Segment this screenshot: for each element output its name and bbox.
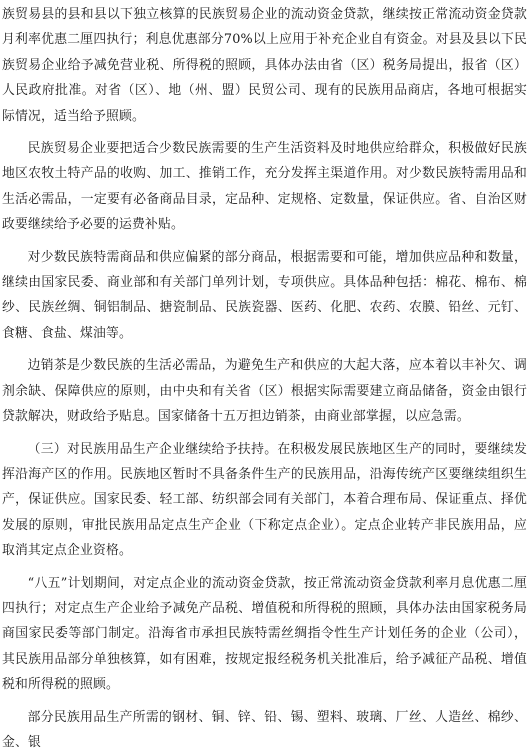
paragraph-7: 部分民族用品生产所需的钢材、铜、锌、铅、锡、塑料、玻璃、厂丝、人造丝、棉纱、金、银	[2, 709, 527, 750]
paragraph-gap	[0, 564, 529, 571]
paragraph-6: “八五”计划期间，对定点企业的流动资金贷款，按正常流动资金贷款利率月息优惠二厘四执行；对定点生产企业给予减免产品税、增值税和所得税的照顾，具体办法由国家税务局商国家民委等部门制定。沿海省市承担民族特需丝绸指令性生产计划任务的企业（公司），其民族用品部分单独核算，如有困难，按规定报经税务机关批准后，给予减征产品税、增值税和所得税的照顾。	[2, 575, 527, 693]
paragraph-4: 边销茶是少数民族的生活必需品，为避免生产和供应的大起大落，应本着以丰补欠、调剂余缺、保障供应的原则，由中央和有关省（区）根据实际需要建立商品储备，资金由银行贷款解决，财政给予贴息。国家储备十五万担边销茶，由商业部掌握，以应急需。	[2, 358, 527, 425]
paragraph-5: （三）对民族用品生产企业继续给予扶持。在积极发展民族地区生产的同时，要继续发挥沿海产区的作用。民族地区暂时不具备条件生产的民族用品，沿海传统产区要继续组织生产，保证供应。国家民委、轻工部、纺织部会同有关部门，本着合理布局、保证重点、择优发展的原则，审批民族用品定点生产企业（下称定点企业）。定点企业转产非民族用品，应取消其定点企业资格。	[2, 441, 527, 559]
paragraph-gap	[0, 346, 529, 353]
paragraph-3: 对少数民族特需商品和供应偏紧的部分商品，根据需要和可能，增加供应品种和数量，继续由国家民委、商业部和有关部门单列计划，专项供应。具体品种包括：棉花、棉布、棉纱、民族丝绸、铜铝制品、搪瓷制品、民族瓷器、医药、化肥、农药、农膜、铅丝、元钉、食糖、食盐、煤油等。	[2, 249, 527, 341]
paragraph-gap	[0, 238, 529, 245]
paragraph-gap	[0, 430, 529, 437]
paragraph-gap	[0, 129, 529, 136]
paragraph-1: 族贸易县的县和县以下独立核算的民族贸易企业的流动资金贷款，继续按正常流动资金贷款月利率优惠二厘四执行；利息优惠部分70%以上应用于补充企业自有资金。对县及县以下民族贸易企业给予减免营业税、所得税的照顾，具体办法由省（区）税务局提出，报省（区）人民政府批准。对省（区）、地（州、盟）民贸公司、现有的民族用品商店，各地可根据实际情况，适当给予照顾。	[2, 7, 527, 124]
paragraph-gap	[0, 698, 529, 705]
paragraph-2: 民族贸易企业要把适合少数民族需要的生产生活资料及时地供应给群众，积极做好民族地区农牧土特产品的收购、加工、推销工作，充分发挥主渠道作用。对少数民族特需用品和生活必需品，一定要有必备商品目录，定品种、定规格、定数量，保证供应。省、自治区财政要继续给予必要的运费补贴。	[2, 141, 527, 233]
